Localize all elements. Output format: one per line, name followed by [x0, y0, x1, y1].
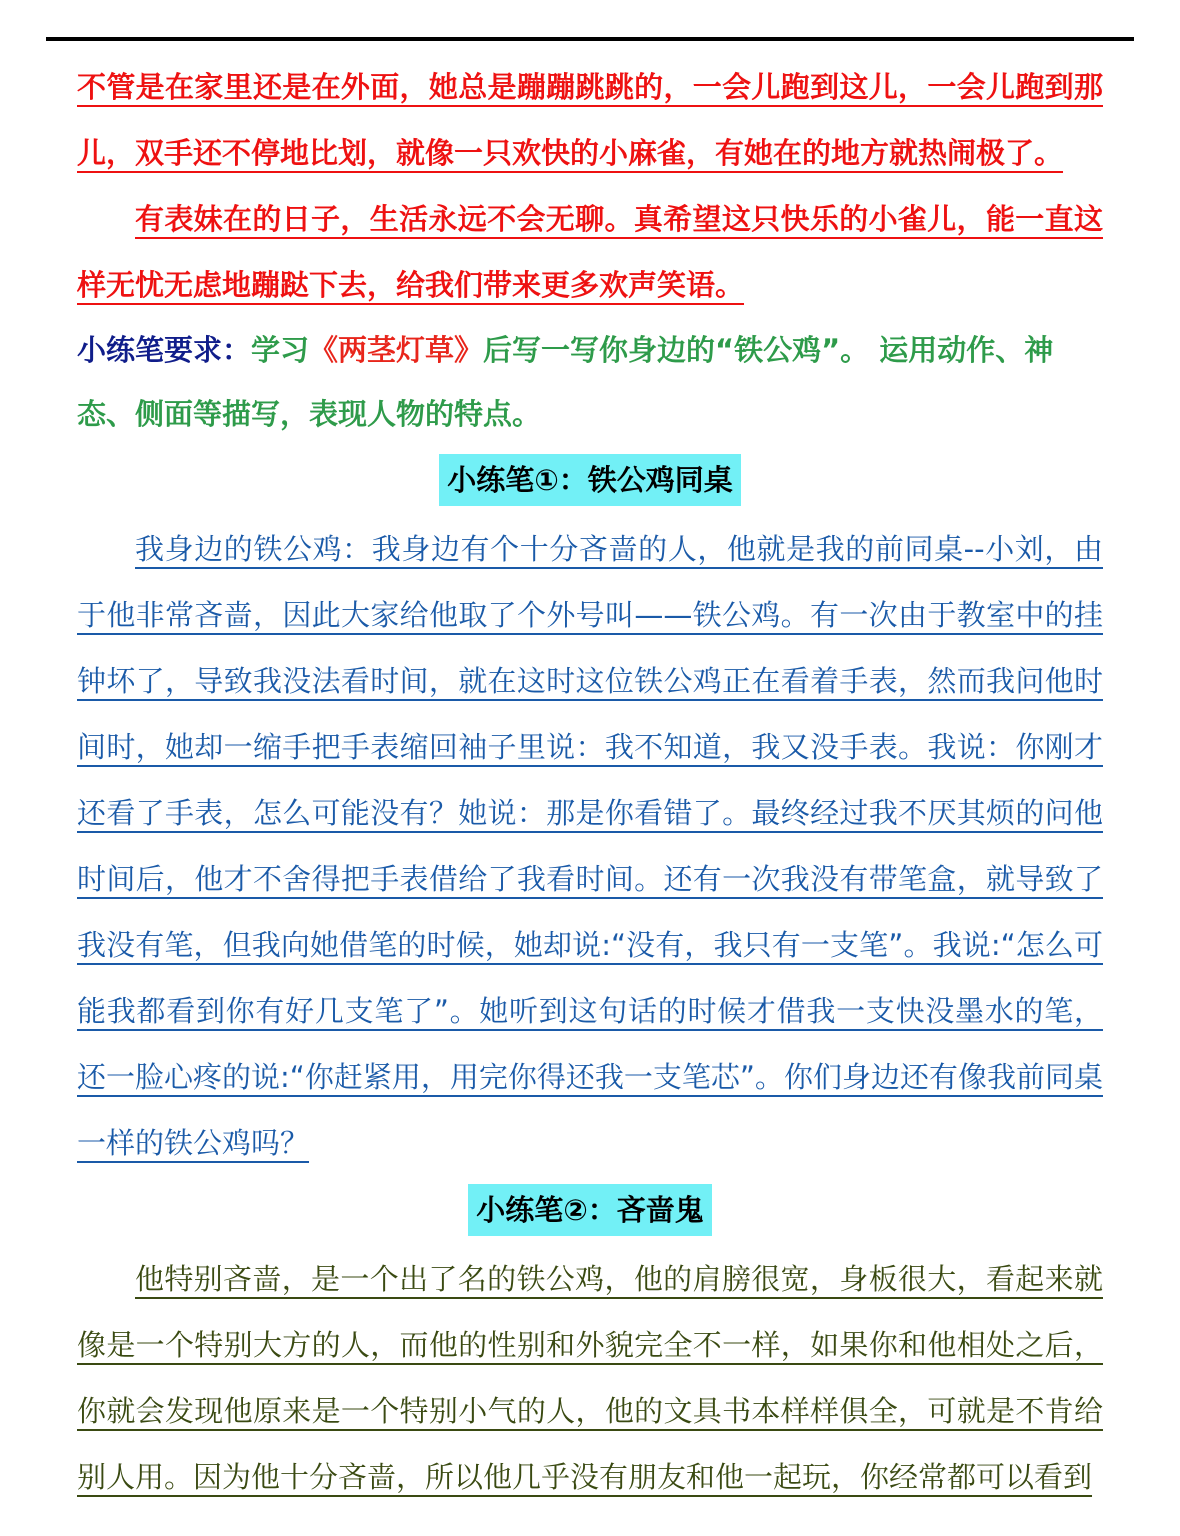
- section1-heading: 小练笔①：铁公鸡同桌: [439, 454, 741, 506]
- book-title: 《两茎灯草》: [309, 333, 484, 367]
- requirement-label: 小练笔要求：: [77, 333, 252, 367]
- requirement-text-before: 学习: [251, 333, 310, 367]
- top-rule: [46, 37, 1134, 41]
- practice-requirement: [77, 318, 1103, 446]
- requirement-text-after: 后写一写你身边的“铁公鸡”。 运用动作、神态、侧面等描写，表现人物的特点。: [77, 333, 1054, 431]
- section1-body: 我身边的铁公鸡：我身边有个十分吝啬的人，他就是我的前同桌--小刘，由于他非常吝啬，因此大家给他取了个外号叫——铁公鸡。有一次由于教室中的挂钟坏了，导致我没法看时间，就在这时这位铁公鸡正在看着手表，然而我问他时间时，她却一缩手把手表缩回袖子里说：我不知道，我又没手表。我说：你刚才还看了手表，怎么可能没有？她说：那是你看错了。最终经过我不厌其烦的问他时间后，他才不舍得把手表借给了我看时间。还有一次我没有带笔盒，就导致了我没有笔，但我向她借笔的时候，她却说:“没有，我只有一支笔”。我说:“怎么可能我都看到你有好几支笔了”。她听到这句话的时候才借我一支快没墨水的笔，还一脸心疼的说:“你赶紧用，用完你得还我一支笔芯”。你们身边还有像我前同桌一样的铁公鸡吗？: [77, 532, 1103, 1160]
- document-body: [77, 54, 1103, 1510]
- section2-heading-row: [77, 1176, 1103, 1246]
- intro-paragraph-1: 不管是在家里还是在外面，她总是蹦蹦跳跳的，一会儿跑到这儿，一会儿跑到那儿，双手还不停地比划，就像一只欢快的小麻雀，有她在的地方就热闹极了。: [77, 70, 1103, 170]
- section2-heading: 小练笔②：吝啬鬼: [468, 1184, 712, 1236]
- section1-heading-row: [77, 446, 1103, 516]
- intro-paragraph-2: 有表妹在的日子，生活永远不会无聊。真希望这只快乐的小雀儿，能一直这样无忧无虑地蹦跶下去，给我们带来更多欢声笑语。: [77, 202, 1103, 302]
- section2-body: 他特别吝啬，是一个出了名的铁公鸡，他的肩膀很宽，身板很大，看起来就像是一个特别大方的人，而他的性别和外貌完全不一样，如果你和他相处之后，你就会发现他原来是一个特别小气的人，他的文具书本样样俱全，可就是不肯给别人用。因为他十分吝啬，所以他几乎没有朋友和他一起玩，你经常都可以看到: [77, 1262, 1103, 1494]
